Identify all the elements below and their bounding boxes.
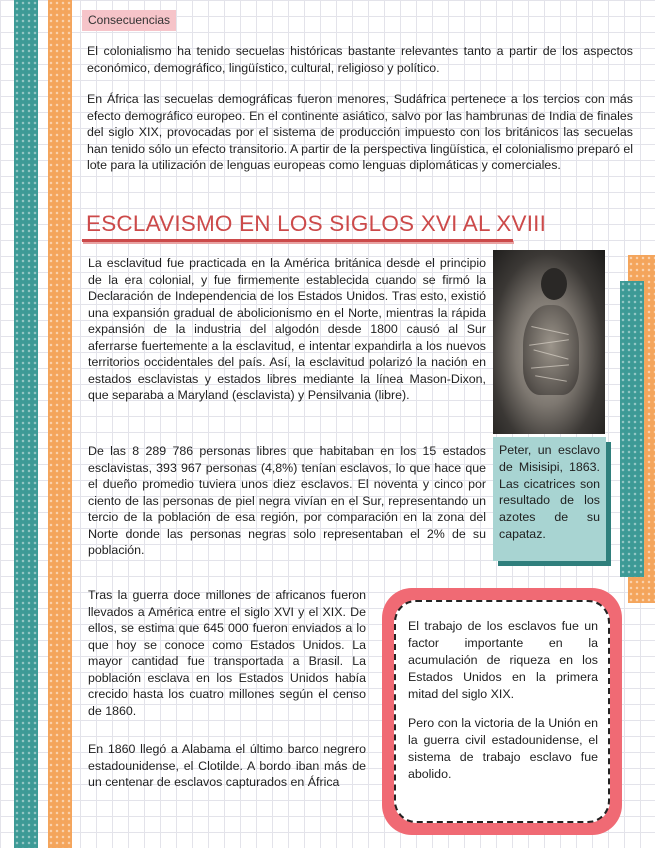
historical-photo bbox=[493, 250, 605, 434]
slavery-paragraph-2: De las 8 289 786 personas libres que habitaban en los 15 estados esclavistas, 393 967 personas (4,8%) tenían esclavos, lo que hace que el dueño promedio tuviera unos diez esclavos. El noventa y cinco por ciento de las personas de piel negra vivían en el Sur, representando un tercio de la población de esa región, por comparación en la zona del Norte donde las personas negras solo representaban el 2% de su población. bbox=[88, 444, 486, 557]
africa-paragraph: En África las secuelas demográficas fueron menores, Sudáfrica pertenece a los tercios con más efecto demográfico europeo. En el continente asiático, salvo por las hambrunas de India de finales del siglo XIX, provocadas por el sistema de producción impuesto con los británicos las secuelas han tenido sólo un efecto transitorio. A partir de la perspectiva lingüística, el colonialismo preparó el lote para la utilización de lenguas europeas como lenguas diplomáticas y comerciales. bbox=[87, 92, 633, 172]
photo-back-shape bbox=[523, 305, 579, 395]
title-underline bbox=[82, 239, 513, 242]
callout-box bbox=[382, 588, 622, 835]
section-title: ESCLAVISMO EN LOS SIGLOS XVI AL XVIII bbox=[86, 211, 547, 236]
slavery-paragraph-4: En 1860 llegó a Alabama el último barco negrero estadounidense, el Clotilde. A bordo iban más de un centenar de esclavos capturados en África bbox=[88, 742, 366, 789]
callout-inner bbox=[394, 600, 610, 823]
slavery-paragraph-1: La esclavitud fue practicada en la América británica desde el principio de la era colonial, y fue firmemente establecida cuando se firmó la Declaración de Independencia de los Estados Unidos. Tras esto, existió una expansión gradual de abolicionismo en el Norte, mientras la rápida expansión de la industria del algodón desde 1800 causó al Sur aferrarse fuertemente a la esclavitud, e intentar expandirla a los nuevos territorios occidentales del país. Así, la esclavitud polarizó la nación en estados esclavistas y estados libres mediante la línea Mason-Dixon, que separaba a Maryland (esclavista) y Pensilvania (libre). bbox=[88, 256, 486, 402]
photo-head-shape bbox=[541, 268, 567, 300]
slavery-paragraph-3: Tras la guerra doce millones de africanos fueron llevados a América entre el siglo XVI y el XIX. De ellos, se estima que 645 000 fueron enviados a lo que hoy se conoce como Estados Unidos. La mayor cantidad fue transportada a Brasil. La población esclava en los Estados Unidos había crecido hasta los cuatro millones según el censo de 1860. bbox=[88, 588, 366, 718]
callout-paragraph-2: Pero con la victoria de la Unión en la guerra civil estadounidense, el sistema de trabajo esclavo fue abolido. bbox=[408, 716, 598, 781]
left-teal-stripe bbox=[14, 0, 38, 848]
callout-paragraph-1: El trabajo de los esclavos fue un factor importante en la acumulación de riqueza en los Estados Unidos en la primera mitad del siglo XIX. bbox=[408, 619, 598, 701]
intro-paragraph: El colonialismo ha tenido secuelas históricas bastante relevantes tanto a partir de los aspectos económico, demográfico, lingüístico, cultural, religioso y político. bbox=[87, 44, 633, 75]
section-tag: Consecuencias bbox=[82, 10, 176, 31]
photo-caption: Peter, un esclavo de Misisipi, 1863. Las cicatrices son resultado de los azotes de su capataz. bbox=[493, 437, 606, 561]
left-orange-stripe bbox=[48, 0, 72, 848]
right-teal-stripe bbox=[620, 281, 644, 577]
